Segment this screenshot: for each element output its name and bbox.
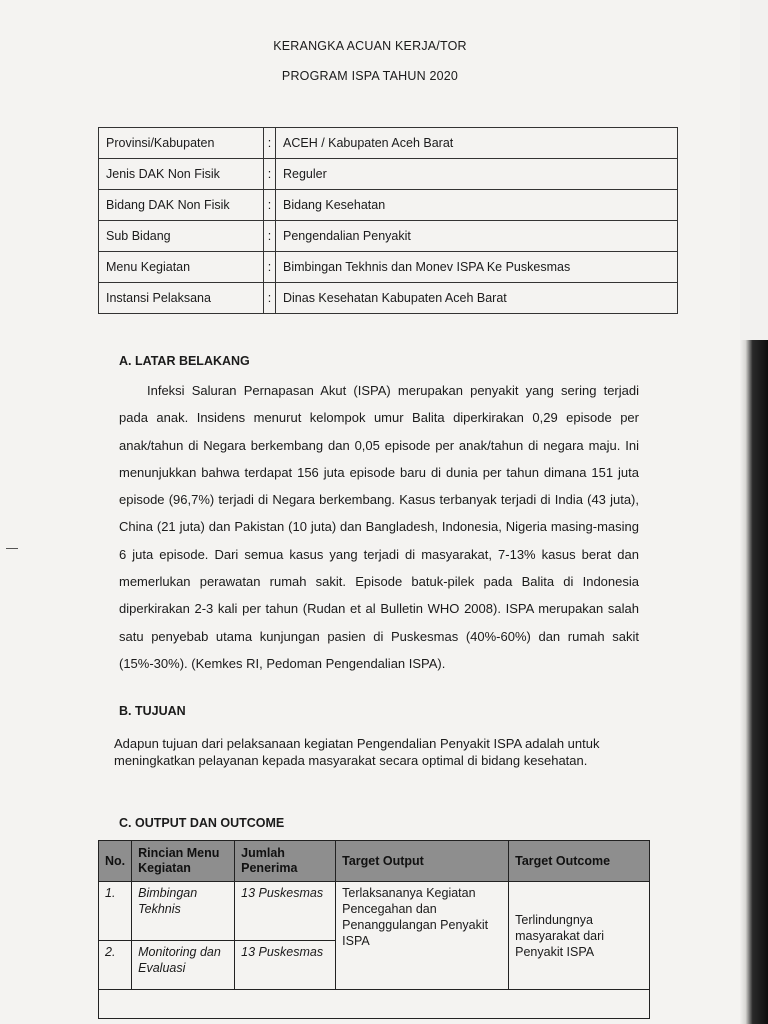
info-row [99, 283, 678, 314]
info-key: Jenis DAK Non Fisik [99, 159, 264, 190]
info-colon: : [264, 221, 276, 252]
output-outcome-table [98, 840, 650, 1019]
row-jumlah: 13 Puskesmas [235, 941, 336, 990]
info-colon: : [264, 190, 276, 221]
info-value: Dinas Kesehatan Kabupaten Aceh Barat [276, 283, 678, 314]
info-row [99, 159, 678, 190]
target-outcome-cell: Terlindungnya masyarakat dari Penyakit ISPA [509, 882, 650, 990]
info-colon: : [264, 128, 276, 159]
section-a-paragraph: Infeksi Saluran Pernapasan Akut (ISPA) merupakan penyakit yang sering terjadi pada anak. Insidens menurut kelompok umur Balita diperkirakan 0,29 episode per anak/tahun di Negara berkembang dan 0,05 episode per anak/tahun di negara maju. Ini menunjukkan bahwa terdapat 156 juta episode baru di dunia per tahun dimana 151 juta episode (96,7%) terjadi di Negara berkembang. Kasus terbanyak terjadi di India (43 juta), China (21 juta) dan Pakistan (10 juta) dan Bangladesh, Indonesia, Nigeria masing-masing 6 juta episode. Dari semua kasus yang terjadi di masyarakat, 7-13% kasus berat dan memerlukan perawatan rumah sakit. Episode batuk-pilek pada Balita di Indonesia diperkirakan 2-3 kali per tahun (Rudan et al Bulletin WHO 2008). ISPA merupakan salah satu penyebab utama kunjungan pasien di Puskesmas (40%-60%) dan rumah sakit (15%-30%). (Kemkes RI, Pedoman Pengendalian ISPA). [119, 383, 639, 671]
section-b-paragraph: Adapun tujuan dari pelaksanaan kegiatan Pengendalian Penyakit ISPA adalah untuk meningkatkan pelayanan kepada masyarakat secara optimal di bidang kesehatan. [114, 736, 600, 768]
info-table [98, 127, 678, 314]
row-no: 2. [99, 941, 132, 990]
row-rincian: Bimbingan Tekhnis [132, 882, 235, 941]
info-value: ACEH / Kabupaten Aceh Barat [276, 128, 678, 159]
info-key: Provinsi/Kabupaten [99, 128, 264, 159]
info-value: Reguler [276, 159, 678, 190]
header-target-outcome: Target Outcome [509, 841, 650, 882]
row-rincian: Monitoring dan Evaluasi [132, 941, 235, 990]
info-colon: : [264, 252, 276, 283]
document-title: KERANGKA ACUAN KERJA/TOR [273, 39, 467, 53]
info-value: Bimbingan Tekhnis dan Monev ISPA Ke Puskesmas [276, 252, 678, 283]
info-key: Menu Kegiatan [99, 252, 264, 283]
margin-mark [6, 548, 18, 549]
info-row [99, 252, 678, 283]
info-colon: : [264, 159, 276, 190]
info-colon: : [264, 283, 276, 314]
header-target-output: Target Output [336, 841, 509, 882]
target-output-cell: Terlaksananya Kegiatan Pencegahan dan Penanggulangan Penyakit ISPA [336, 882, 509, 990]
info-row [99, 128, 678, 159]
row-no: 1. [99, 882, 132, 941]
table-row [99, 882, 650, 941]
header-rincian: Rincian Menu Kegiatan [132, 841, 235, 882]
table-empty-row [99, 990, 650, 1019]
document-subtitle: PROGRAM ISPA TAHUN 2020 [281, 69, 459, 83]
info-key: Instansi Pelaksana [99, 283, 264, 314]
header-no: No. [99, 841, 132, 882]
info-value: Bidang Kesehatan [276, 190, 678, 221]
header-jumlah: Jumlah Penerima [235, 841, 336, 882]
info-row [99, 190, 678, 221]
section-a-heading: A. LATAR BELAKANG [119, 354, 250, 368]
row-jumlah: 13 Puskesmas [235, 882, 336, 941]
empty-cell [99, 990, 650, 1019]
info-key: Sub Bidang [99, 221, 264, 252]
page-edge-paper [740, 0, 768, 340]
section-c-heading: C. OUTPUT DAN OUTCOME [119, 816, 285, 830]
info-row [99, 221, 678, 252]
table-header-row [99, 841, 650, 882]
page-edge-shadow [740, 0, 768, 1024]
info-value: Pengendalian Penyakit [276, 221, 678, 252]
info-key: Bidang DAK Non Fisik [99, 190, 264, 221]
section-b-heading: B. TUJUAN [119, 704, 186, 718]
